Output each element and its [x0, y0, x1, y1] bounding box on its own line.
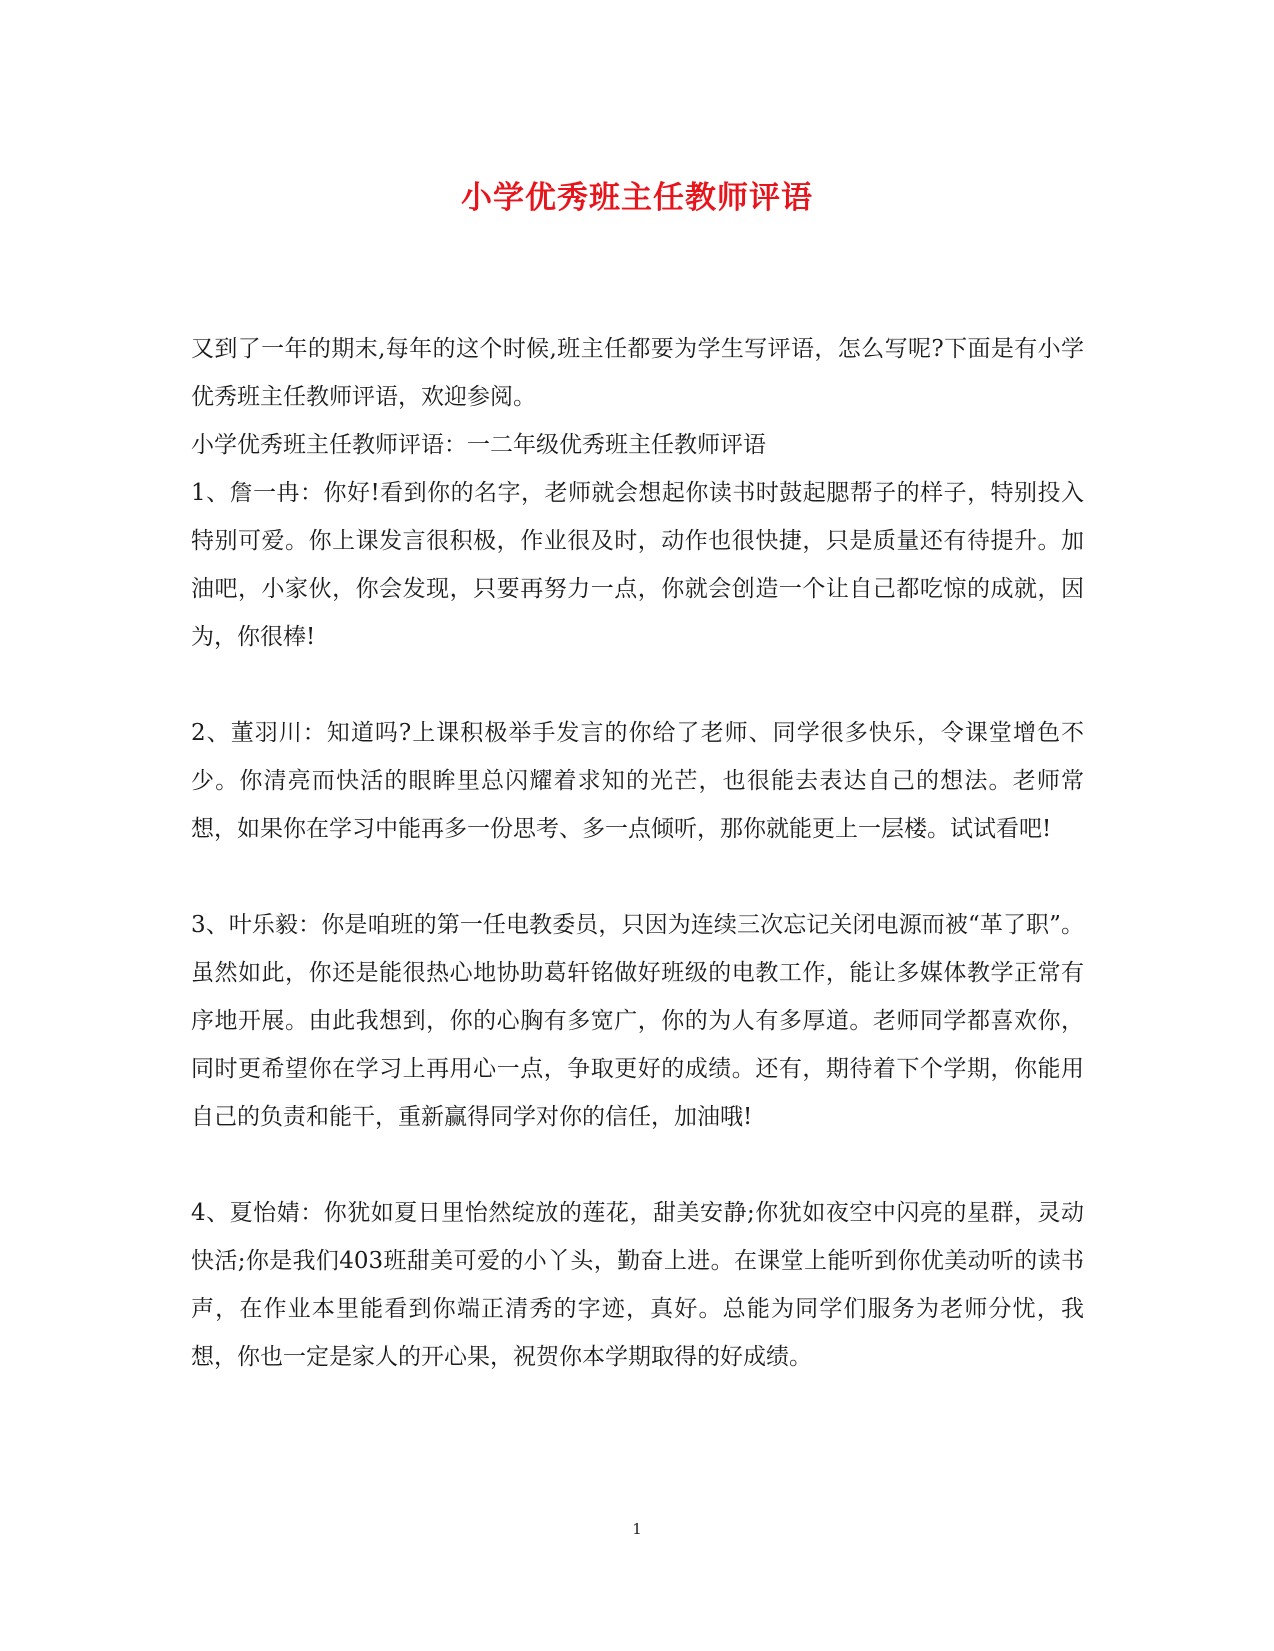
- intro-paragraph: 又到了一年的期末,每年的这个时候,班主任都要为学生写评语，怎么写呢?下面是有小学优秀班主任教师评语，欢迎参阅。: [191, 336, 1084, 410]
- comment-paragraph-3: 3、叶乐毅：你是咱班的第一任电教委员，只因为连续三次忘记关闭电源而被“革了职”。虽然如此，你还是能很热心地协助葛轩铭做好班级的电教工作，能让多媒体教学正常有序地开展。由此我想到，你的心胸有多宽广，你的为人有多厚道。老师同学都喜欢你，同时更希望你在学习上再用心一点，争取更好的成绩。还有，期待着下个学期，你能用自己的负责和能干，重新赢得同学对你的信任，加油哦!: [191, 912, 1084, 1130]
- page-number: 1: [632, 1520, 642, 1538]
- comment-paragraph-2: 2、董羽川：知道吗?上课积极举手发言的你给了老师、同学很多快乐，令课堂增色不少。你清亮而快活的眼眸里总闪耀着求知的光芒，也很能去表达自己的想法。老师常想，如果你在学习中能再多一份思考、多一点倾听，那你就能更上一层楼。试试看吧!: [191, 720, 1084, 842]
- comment-paragraph-1: 1、詹一冉：你好!看到你的名字，老师就会想起你读书时鼓起腮帮子的样子，特别投入特别可爱。你上课发言很积极，作业很及时，动作也很快捷，只是质量还有待提升。加油吧，小家伙，你会发现，只要再努力一点，你就会创造一个让自己都吃惊的成就，因为，你很棒!: [191, 480, 1084, 650]
- document-body: [191, 325, 1084, 1381]
- comment-paragraph-4: 4、夏怡婧：你犹如夏日里怡然绽放的莲花，甜美安静;你犹如夜空中闪亮的星群，灵动快活;你是我们403班甜美可爱的小丫头，勤奋上进。在课堂上能听到你优美动听的读书声，在作业本里能看到你端正清秀的字迹，真好。总能为同学们服务为老师分忧，我想，你也一定是家人的开心果，祝贺你本学期取得的好成绩。: [191, 1200, 1084, 1370]
- section-heading: 小学优秀班主任教师评语：一二年级优秀班主任教师评语: [191, 432, 766, 458]
- document-title: 小学优秀班主任教师评语: [461, 180, 813, 216]
